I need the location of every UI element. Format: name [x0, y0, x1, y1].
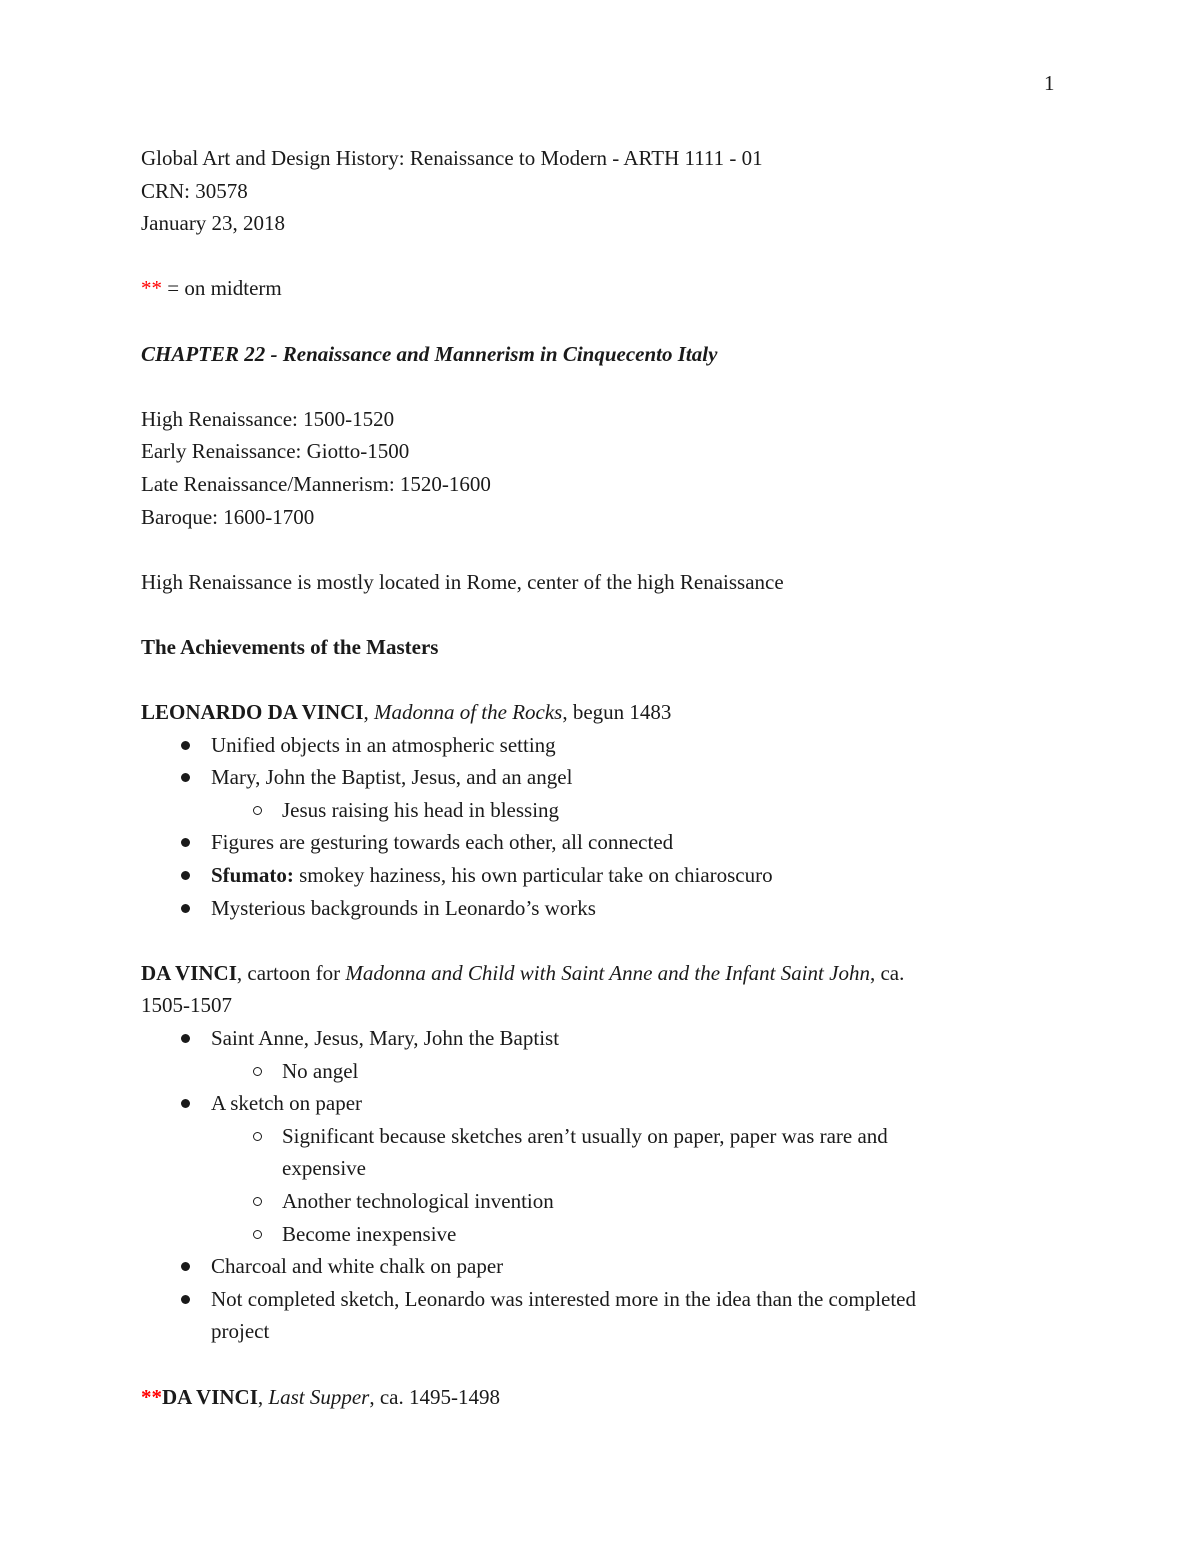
list-item-continued: project — [211, 1319, 270, 1344]
list-item-text: Charcoal and white chalk on paper — [211, 1254, 504, 1279]
bullet-icon — [181, 1099, 190, 1108]
course-title: Global Art and Design History: Renaissance to Modern - ARTH 1111 - 01 — [141, 146, 763, 170]
sub-list-item — [141, 1218, 1041, 1251]
work-detail: , begun 1483 — [562, 700, 672, 725]
period-baroque: Baroque: 1600-1700 — [141, 504, 315, 529]
bullet-icon — [181, 1262, 190, 1271]
sub-list-item — [141, 1120, 1041, 1153]
midterm-marker: ** — [141, 1384, 162, 1409]
list-item-text: Become inexpensive — [282, 1221, 457, 1246]
work-title: Madonna and Child with Saint Anne and the Infant Saint John — [345, 960, 870, 985]
separator: , — [363, 700, 374, 725]
bullet-icon — [181, 904, 190, 913]
bullet-icon — [181, 773, 190, 782]
work-detail-continued: 1505-1507 — [141, 993, 232, 1018]
bullet-list — [141, 729, 1041, 925]
circle-bullet-icon — [253, 1230, 262, 1239]
list-item-text: Mary, John the Baptist, Jesus, and an angel — [211, 765, 573, 790]
bullet-icon — [181, 741, 190, 750]
work-detail: , ca. — [869, 960, 905, 985]
list-item-text: Another technological invention — [282, 1189, 554, 1213]
artist-name: DA VINCI — [162, 1384, 258, 1409]
work-title: Last Supper — [268, 1384, 370, 1409]
work-title: Madonna of the Rocks — [373, 700, 563, 725]
list-item-text: Unified objects in an atmospheric setting — [211, 732, 556, 757]
document-body — [141, 142, 1041, 1413]
crn: CRN: 30578 — [141, 178, 248, 203]
list-item-text: No angel — [282, 1058, 359, 1083]
list-item-text: Not completed sketch, Leonardo was interested more in the idea than the completed — [211, 1286, 917, 1311]
list-item — [141, 859, 1041, 892]
period-early: Early Renaissance: Giotto-1500 — [141, 439, 410, 464]
period-late: Late Renaissance/Mannerism: 1520-1600 — [141, 471, 491, 496]
chapter-title: CHAPTER 22 - Renaissance and Mannerism in Cinquecento Italy — [141, 341, 718, 366]
list-item-text: Mysterious backgrounds in Leonardo’s works — [211, 895, 596, 920]
section-heading: The Achievements of the Masters — [141, 634, 439, 659]
term: Sfumato: — [211, 863, 294, 888]
prefix: , cartoon for — [236, 960, 346, 985]
page-number: 1 — [1044, 71, 1055, 95]
work-detail: , ca. 1495-1498 — [369, 1384, 500, 1409]
artist-name: DA VINCI — [141, 960, 237, 985]
circle-bullet-icon — [253, 1132, 262, 1141]
list-item — [141, 826, 1041, 859]
list-item-text: Saint Anne, Jesus, Mary, John the Baptist — [211, 1026, 560, 1051]
location-note: High Renaissance is mostly located in Rome, center of the high Renaissance — [141, 569, 784, 594]
period-high: High Renaissance: 1500-1520 — [141, 406, 395, 431]
bullet-icon — [181, 1034, 190, 1043]
list-item — [141, 1022, 1041, 1055]
circle-bullet-icon — [253, 1197, 262, 1206]
list-item-text: Significant because sketches aren’t usually on paper, paper was rare and — [282, 1123, 888, 1148]
list-item-text: smokey haziness, his own particular take on chiaroscuro — [299, 863, 773, 888]
list-item-text: Jesus raising his head in blessing — [282, 797, 560, 822]
midterm-marker: ** — [141, 276, 162, 301]
list-item — [141, 729, 1041, 762]
list-item-text: Figures are gesturing towards each other, all connected — [211, 830, 674, 855]
separator: , — [257, 1384, 269, 1409]
legend-text: = on midterm — [162, 276, 282, 301]
entry-heading-madonna-rocks — [141, 696, 1041, 729]
entry-heading-last-supper — [141, 1381, 1041, 1414]
sub-list-item — [141, 794, 1041, 827]
sub-list-item — [141, 1055, 1041, 1088]
circle-bullet-icon — [253, 806, 262, 815]
sub-list-item-continued: expensive — [282, 1156, 366, 1181]
bullet-icon — [181, 871, 190, 880]
bullet-list — [141, 1022, 1041, 1348]
list-item — [141, 892, 1041, 925]
bullet-icon — [181, 1295, 190, 1304]
list-item-text: A sketch on paper — [211, 1091, 363, 1116]
sub-list-item — [141, 1185, 1041, 1218]
list-item — [141, 761, 1041, 794]
list-item — [141, 1250, 1041, 1283]
circle-bullet-icon — [253, 1067, 262, 1076]
date: January 23, 2018 — [141, 211, 286, 236]
entry-heading-cartoon — [141, 957, 1041, 990]
bullet-icon — [181, 838, 190, 847]
list-item — [141, 1283, 1041, 1316]
list-item — [141, 1087, 1041, 1120]
artist-name: LEONARDO DA VINCI — [141, 700, 364, 725]
legend-line — [141, 272, 1041, 305]
